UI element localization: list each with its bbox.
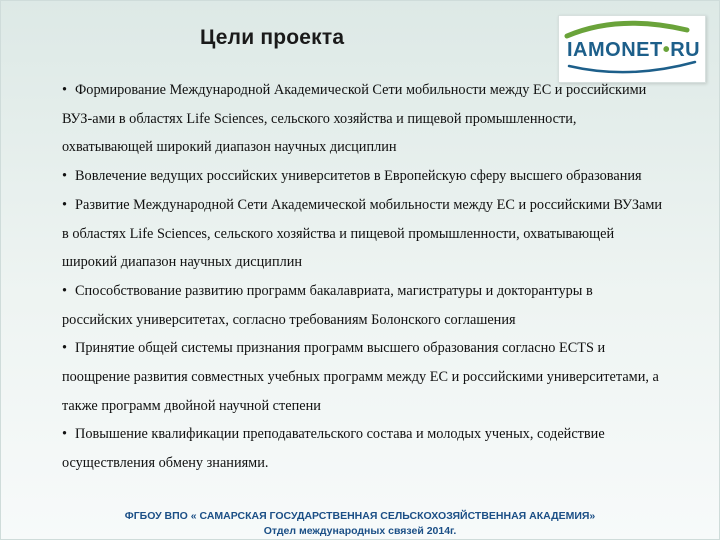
logo-text-main: IAMONET bbox=[567, 39, 663, 61]
goal-text: Принятие общей системы признания программ высшего образования согласно ECTS и поощрение развития совместных учебных программ между ЕС и российскими университетами, а также программ двойной научной степени bbox=[62, 340, 659, 414]
goal-text: Развитие Международной Сети Академической мобильности между ЕС и российскими ВУЗами в областях Life Sciences, сельского хозяйства и пищевой промышленности, охватывающей широкий диапазон научных дисциплин bbox=[62, 196, 663, 271]
bullet-mark: • bbox=[62, 168, 68, 185]
logo-text-suffix: RU bbox=[670, 39, 701, 61]
goal-item-1 bbox=[62, 76, 666, 162]
bullet-mark: • bbox=[62, 82, 68, 98]
logo-text bbox=[567, 39, 700, 62]
slide-title: Цели проекта bbox=[200, 26, 345, 49]
bullet-mark: • bbox=[62, 426, 68, 443]
footer bbox=[0, 509, 720, 539]
bullet-mark: • bbox=[62, 340, 68, 357]
goal-text: Вовлечение ведущих российских университетов в Европейскую сферу высшего образования bbox=[75, 168, 642, 185]
goal-item-5 bbox=[62, 334, 666, 420]
bullet-mark: • bbox=[62, 282, 68, 299]
logo-dot: • bbox=[662, 39, 671, 61]
goal-item-2 bbox=[62, 162, 666, 191]
footer-department: Отдел международных связей 2014г. bbox=[263, 525, 457, 537]
goal-item-6 bbox=[62, 420, 666, 477]
bullet-mark: • bbox=[62, 196, 68, 213]
footer-institution: ФГБОУ ВПО « САМАРСКАЯ ГОСУДАРСТВЕННАЯ СЕЛЬСКОХОЗЯЙСТВЕННАЯ АКАДЕМИЯ» bbox=[124, 510, 596, 522]
goal-text: Повышение квалификации преподавательского состава и молодых ученых, содействие осуществления обмену знаниями. bbox=[62, 426, 605, 472]
goal-text: Способствование развитию программ бакалавриата, магистратуры и докторантуры в российских университетах, согласно требованиям Болонского соглашения bbox=[62, 282, 593, 328]
goal-item-4 bbox=[62, 277, 666, 334]
goal-item-3 bbox=[62, 191, 666, 277]
iamonet-logo bbox=[558, 15, 706, 83]
goal-text: Формирование Международной Академической Сети мобильности между ЕС и российскими ВУЗ-ами в областях Life Sciences, сельского хозяйства и пищевой промышленности, охватывающей широкий диапазон научных дисциплин bbox=[62, 82, 647, 156]
goals-list bbox=[62, 76, 666, 478]
